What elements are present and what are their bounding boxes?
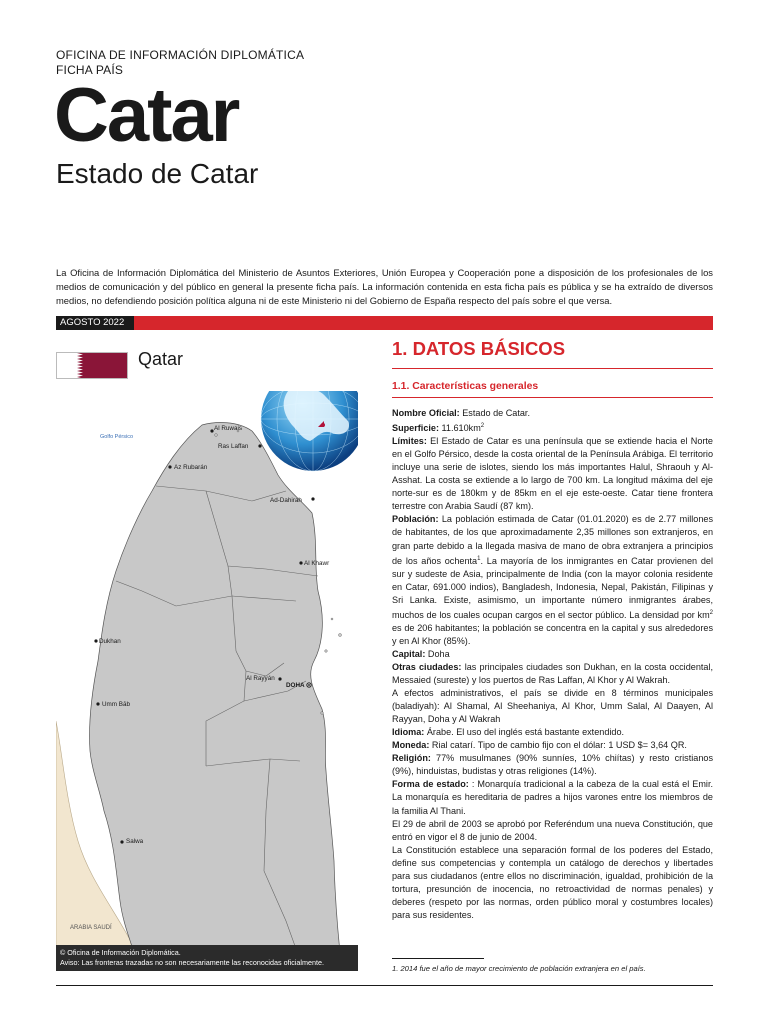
poblacion-sup2: 2 xyxy=(709,609,713,616)
poblacion-value-a: La población estimada de Catar (01.01.2020) es de 2.77 millones de habitantes, de los que aproximadamente 2,35 millones son extranjeros, en gran parte debido a la llegada masiva de mano de obra extranjera a principios de los años ochenta xyxy=(392,514,713,566)
field-religion xyxy=(392,752,713,778)
field-nombre xyxy=(392,407,713,420)
qatar-map xyxy=(56,391,358,971)
map-label-golfo: Golfo Pérsico xyxy=(100,434,134,440)
section-divider xyxy=(392,368,713,369)
map-label-arabia: ARABIA SAUDÍ xyxy=(70,925,112,931)
field-capital xyxy=(392,648,713,661)
qatar-flag-icon xyxy=(57,353,128,379)
field-moneda xyxy=(392,739,713,752)
ciudades-value: las principales ciudades son Dukhan, en la costa occidental, Messaied (sureste) y los puertos de Ras Laffan, Al Khor y Al Wakrah. xyxy=(392,661,714,686)
nombre-label: Nombre Oficial: xyxy=(392,408,460,418)
flag-image xyxy=(56,352,128,379)
page-bottom-rule xyxy=(56,985,713,986)
field-admin: A efectos administrativos, el país se divide en 8 términos municipales (baladiyah): Al Shamal, Al Sheehaniya, Al Khor, Umm Salal, Al Daayen, Al Rayyan, Doha y Al Wakrah xyxy=(392,688,713,725)
map-label-rayyan: Al Rayyán xyxy=(246,675,275,682)
idioma-value: Árabe. El uso del inglés está bastante extendido. xyxy=(424,727,625,738)
field-superficie xyxy=(392,420,713,435)
footnote-divider xyxy=(392,958,484,959)
subsection-title: 1.1. Características generales xyxy=(392,381,539,392)
section-title: 1. DATOS BÁSICOS xyxy=(392,338,566,359)
map-label-ummbab: Umm Bāb xyxy=(102,701,130,708)
field-limites xyxy=(392,435,713,513)
field-poblacion xyxy=(392,513,713,648)
poblacion-label: Población: xyxy=(392,514,439,525)
superficie-label: Superficie: xyxy=(392,423,439,434)
office-name: OFICINA DE INFORMACIÓN DIPLOMÁTICA xyxy=(56,48,305,62)
map-illustration xyxy=(56,391,358,971)
nombre-value: Estado de Catar. xyxy=(459,408,530,418)
map-label-khawr: Al Khawr xyxy=(304,560,330,567)
ciudades-label: Otras ciudades: xyxy=(392,661,462,672)
religion-label: Religión: xyxy=(392,753,431,764)
religion-value: 77% musulmanes (90% sunníes, 10% chiítas) y resto cristianos (9%), hinduistas, budistas y otras religiones (14%). xyxy=(392,753,713,777)
poblacion-value-b: . La mayoría de los inmigrantes en Catar provienen del sur y sudeste de Asia, principalmente de India (con la mayor colonia residente en Catar, 691.000 indios), Bangladesh, Indonesia, Nepal, Pakistán, Filipinas y Sri Lanka. Existe, asimismo, un importante número inmigrantes árabes, muchos de los cuales ocupan cargos en el sector público. La densidad por km xyxy=(392,555,714,620)
basic-data-text xyxy=(392,407,713,922)
map-label-doha: DOHA xyxy=(286,682,305,689)
superficie-sup: 2 xyxy=(480,423,485,430)
limites-label: Límites: xyxy=(392,436,427,447)
page-title: Catar xyxy=(54,73,239,158)
forma-value: : Monarquía tradicional a la cabeza de la cual está el Emir. La monarquía es hereditaria de padres a hijos varones entre los miembros de la familia Al Thani. xyxy=(392,779,713,816)
limites-value: El Estado de Catar es una península que se extiende hacia el Norte en el Golfo Pérsico, desde la costa oriental de la Península Arábiga. El territorio incluye una serie de islotes, siendo los más importantes Halul, Shraouh y Al-Asshat. La costa se extiende a lo largo de 700 km. La longitud máxima del eje norte-sur es de 180km y de 85km en el eje este-oeste. Catar tiene frontera terrestre con Arabia Saudí (87 km). xyxy=(392,436,713,512)
country-label: Qatar xyxy=(138,349,184,369)
field-constitucion: El 29 de abril de 2003 se aprobó por Referéndum una nueva Constitución, que entró en vigor el 8 de junio de 2004. xyxy=(392,818,713,842)
poblacion-value-c: es de 206 habitantes; la población se concentra en la capital y sus alrededores y en Al Khor (85%). xyxy=(392,622,713,646)
map-caption-line2: Aviso: Las fronteras trazadas no son necesariamente las reconocidas oficialmente. xyxy=(60,958,324,967)
capital-label: Capital: xyxy=(392,648,426,659)
field-ciudades xyxy=(392,661,713,687)
footnote-ref: 1 xyxy=(477,555,481,562)
map-label-rubaran: Az Rubarán xyxy=(174,464,208,471)
footnote: 1. 2014 fue el año de mayor crecimiento de población extranjera en el país. xyxy=(392,964,646,973)
superficie-value: 11.610km xyxy=(439,423,481,434)
map-label-raslaffan: Ras Laffan xyxy=(218,443,249,450)
field-separacion: La Constitución establece una separación formal de los poderes del Estado, define sus competencias y contempla un catálogo de derechos y libertades para sus ciudadanos (entre ellos no discriminación, igualdad, prohibición de la tortura, presunción de inocencia, no retroactividad de normas penales) y deberes (respeto por las normas, orden público moral y costumbres locales) para sus residentes. xyxy=(392,844,713,920)
field-idioma xyxy=(392,726,713,739)
intro-paragraph: La Oficina de Información Diplomática del Ministerio de Asuntos Exteriores, Unión Europea y Cooperación pone a disposición de los profesionales de los medios de comunicación y del público en general la presente ficha país. La información contenida en esta ficha país es pública y se ha extraído de diversos medios, no defendiendo posición política alguna ni de este Ministerio ni del Gobierno de España respecto del país sobre el que versa. xyxy=(56,267,713,306)
subsection-divider xyxy=(392,397,713,398)
date-bar xyxy=(56,316,713,330)
map-caption-line1: © Oficina de Información Diplomática. xyxy=(60,948,181,957)
page-subtitle: Estado de Catar xyxy=(56,158,259,189)
map-label-ruwais: Al Ruwais xyxy=(214,425,242,432)
date-label: AGOSTO 2022 xyxy=(56,316,134,330)
moneda-value: Rial catarí. Tipo de cambio fijo con el dólar: 1 USD $= 3,64 QR. xyxy=(429,740,687,751)
document-type: FICHA PAÍS xyxy=(56,63,124,77)
map-label-dukhan: Dukhan xyxy=(99,638,121,645)
moneda-label: Moneda: xyxy=(392,740,430,751)
map-caption xyxy=(56,945,358,971)
idioma-label: Idioma: xyxy=(392,727,425,738)
map-label-dahirah: Ad-Dahirah xyxy=(270,497,302,504)
map-label-salwa: Salwa xyxy=(126,838,144,845)
field-forma xyxy=(392,778,713,817)
forma-label: Forma de estado: xyxy=(392,779,469,790)
capital-value: Doha xyxy=(425,648,450,659)
